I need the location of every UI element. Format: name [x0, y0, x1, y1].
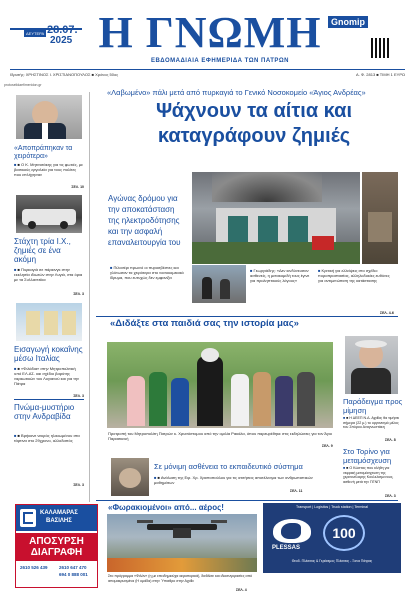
right-story1-headline: Παράδειγμα προς μίμηση [343, 397, 403, 415]
cocaine-photo [16, 303, 82, 341]
patients-photo [192, 265, 246, 303]
left-story3-text: ■ ■ «Φιλάδια» στην Μητροπολιτική υπό ΕΛ.ΑΣ. και σχέδιο βαρύτης ναρκωτικών του Λυγιανού και για την Πάτρα [14, 366, 84, 386]
web-label: Gnomip [331, 17, 365, 27]
lower-page: ΣΕΛ. 11 [290, 489, 303, 493]
founder-line: Ιδρυτής: ΧΡΗΣΤΙΝΟΣ Ι. ΧΡΙΣΤΙΑΝΟΠΟΥΛΟΣ ■ Χρόνος 50ος [10, 72, 119, 77]
elderly-man-photo [345, 336, 398, 394]
qr-code [371, 38, 391, 58]
lead-page: ΣΕΛ. 4-6 [380, 311, 394, 315]
lead-headline: Ψάχνουν τα αίτια και καταγράφουν ζημιές [155, 100, 353, 147]
year-text: 2025 [50, 35, 73, 46]
ad1-phone3: 694 0 888 001 [59, 572, 88, 577]
kalamaras-ad[interactable] [15, 504, 98, 588]
ad2-brand: PLESSAS [272, 545, 301, 551]
issue-line: Α. Φ. 2813 ■ ΤΙΜΗ 1 ΕΥΡΩ [356, 72, 405, 77]
left-story2-text: ■ ■ Πυρκαγιά σε πάρκινγκ στην εκκλησία ιδιωτών στην Λυγιά, στα όρια με τα Συλλαντεϊκα [14, 267, 84, 282]
left-story2-page: ΣΕΛ. 3 [73, 292, 84, 296]
debris-photo [362, 172, 398, 264]
ad1-logo-icon [20, 509, 36, 527]
left-story4-headline: Πνώμα-μυστήριο στην Ανδραβίδα [14, 403, 75, 421]
left-story2-headline: Στάχτη τρία Ι.Χ., ζημιές σε ένα ακόμη [14, 237, 71, 264]
date-text: 28.07. [47, 24, 78, 36]
left-story3-page: ΣΕΛ. 3 [73, 394, 84, 398]
ad2-anniversary-badge: 100 [323, 515, 365, 551]
left-story4-page: ΣΕΛ. 3 [73, 483, 84, 487]
ad1-line1: ΑΠΟΣΥΡΣΗ [29, 536, 84, 547]
left-column [14, 95, 86, 525]
classroom-photo [111, 458, 149, 496]
right-story1-page: ΣΕΛ. 8 [385, 438, 396, 442]
lead-deck: Αγώνας δρόμου για την αποκατάσταση της ηλεκτροδότησης και την ασφαλή επαναλειτουργία του [108, 194, 181, 247]
lead-kicker-text: «Λαβωμένο» πάλι μετά από πυρκαγιά το Γενικό Νοσοκομείο «Άγιος Ανδρέας» [107, 88, 366, 97]
newspaper-title: Η ΓΝΩΜΗ [98, 8, 322, 57]
left-story1-headline: «Αποπράπηκαν τα χειρότερα» [14, 145, 73, 160]
left-story4-text: ■ ■ Βρήκανε νεκρός ηλικιωμένου στα τάρτινα στο 29χρονο, αλλοδαπός [14, 433, 84, 443]
left-story1-text: ■ ■ Ο Κ. Μητσοτάκης για τις φωτιές, με βασικούς εργαλεία για τους πολίτες που επλήγησαν [14, 162, 84, 177]
ad1-header [16, 505, 97, 531]
metropolitan-children-photo [107, 342, 333, 428]
lower-text: ■ ■ Ανάλυση της Ειρ. Χρ. Χριστοπούλου για τις ατιτήσεις αποτέλεσμα των ανθρωπιστικών μαθημάτων [154, 475, 324, 485]
web-badge [328, 16, 368, 28]
newspaper-subtitle: ΕΒΔΟΜΑΔΙΑΙΑ ΕΦΗΜΕΡΙΔΑ ΤΩΝ ΠΑΤΡΩΝ [150, 58, 290, 64]
right-story2-headline: Στο Τορίνο για μεταμόσχευση [343, 447, 392, 465]
ad1-banner [16, 533, 97, 561]
left-story1-page: ΣΕΛ. 10 [71, 185, 84, 189]
second-page: ΣΕΛ. 9 [322, 444, 333, 448]
ad2-small: Θεοδ. Πλέσσας & Γεράσιμος Πλέσσας - Ξανα Πάτρας [291, 559, 373, 563]
bottom-page: ΣΕΛ. 4 [236, 588, 247, 592]
ad2-topline: Transport | Logistics | Truck station | Terminal [296, 505, 368, 509]
second-headline: «Διδάξτε στα παιδιά σας την ιστορία μας» [110, 318, 299, 329]
lead-kicker [107, 86, 397, 100]
hospital-fire-photo [192, 172, 360, 264]
source-url: protoselidaefimeridon.gr [4, 83, 42, 87]
second-caption: Προτροπή του Μητροπολίτη Πατρών κ. Χρυσόστομου από την ομιλία Ρακάλα, όπου παρευρέθηκε στις εκδηλώσεις για τον Άγιο Παρασκευή [108, 431, 333, 441]
ad1-brand-line1: ΚΑΛΑΜΑΡΑΣ [40, 510, 78, 516]
burnt-cars-photo [16, 195, 82, 233]
date-box [10, 10, 82, 46]
bottom-headline: «Φωρακιομένοι» από... αέρος! [108, 503, 224, 512]
ad1-brand-line2: ΒΑΣΙΛΗΣ [46, 518, 72, 524]
lead-bullet-1: ■ Πιλοσέρι πρωινό οι πυροσβέστες και γλύτωσαν τα χειρότερα στο νοσοκομειακό ίδρυμα, που ευτυχώς δεν εμφανίζει [110, 265, 188, 280]
masthead [4, 8, 405, 87]
right-story2-page: ΣΕΛ. 3 [385, 494, 396, 498]
date-day: ΔΕΥΤΕΡΑ [26, 31, 45, 36]
ad1-phone1: 2610 526 439 [20, 565, 48, 570]
pm-photo [16, 95, 82, 139]
lead-bullet-3: ■ Κριτική για ελλείψεις στο σχέδιο πυροπροστασίας, αλληλοδοκίες ευθύνες για αντιμετώπιση της κατάστασης [318, 268, 396, 283]
right-story2-text: ■ ■ Ο Κώστας που κλήθη για νεφρική μεταμόσχευση της χερσονέλαρης Κουλελισμενους, ασθενή μετά την ΠΓΝΠ [343, 466, 401, 484]
lead-bullet-2: ■ Γεωργιάδης: «Δεν κινδύνευσαν ασθενείς, η μετακομιδή τους έγινε για προληπτικούς λόγους» [250, 268, 312, 283]
drone-photo [107, 514, 257, 572]
lower-headline: Σε μόνιμη ασθένεια το εκπαιδευτικό σύστημα [154, 462, 303, 471]
ad1-line2: ΔΙΑΓΡΑΦΗ [30, 547, 83, 558]
left-story3-headline: Εισαγωγή κοκαΐνης μέσω Ιταλίας [14, 345, 83, 363]
right-story1-text: ■ ■ Η ΔΕΕΠ Ν.Δ. Αχαΐας θα τιμήσει σήμερα (22 μ.) το οργανισμό μέλος του Σπύρου Αναγνωστάκη [343, 416, 401, 430]
bottom-caption: Στο πρόγραμμα «Φιλόν» (η με επειδημιούχα αεροπορικά), διεθλίσε και ιδιοσυγκρασίες από απομακρυσμένα (Η ομάδα) στην Ύπαιθρο στην Αχαΐα [108, 574, 253, 583]
ad1-phone2: 2610 647 470 [59, 565, 87, 570]
plessas-ad[interactable] [263, 503, 401, 573]
ad2-horse-icon [273, 519, 311, 543]
